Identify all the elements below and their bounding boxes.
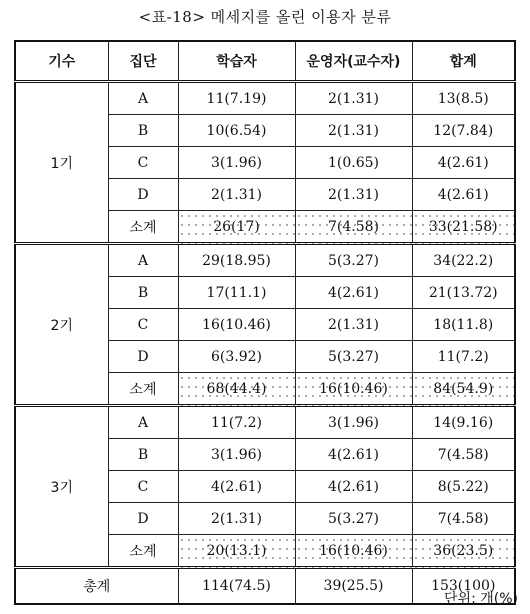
sum-cell: 11(7.2) (412, 341, 515, 373)
subtotal-learner: 68(44.4) (178, 373, 295, 406)
subtotal-operator: 16(10.46) (295, 535, 412, 568)
group-cell: D (108, 341, 178, 373)
operator-cell: 2(1.31) (295, 309, 412, 341)
sum-cell: 8(5.22) (412, 471, 515, 503)
sum-cell: 12(7.84) (412, 115, 515, 147)
table-caption: <표-18> 메세지를 올린 이용자 분류 (138, 8, 392, 26)
learner-cell: 4(2.61) (178, 471, 295, 503)
group-cell: A (108, 82, 178, 115)
operator-cell: 5(3.27) (295, 244, 412, 277)
operator-cell: 4(2.61) (295, 471, 412, 503)
sum-cell: 13(8.5) (412, 82, 515, 115)
subtotal-label: 소계 (108, 211, 178, 244)
learner-cell: 11(7.2) (178, 406, 295, 439)
learner-cell: 10(6.54) (178, 115, 295, 147)
generation-label: 2기 (15, 244, 108, 406)
sum-cell: 4(2.61) (412, 179, 515, 211)
group-cell: A (108, 244, 178, 277)
operator-cell: 4(2.61) (295, 277, 412, 309)
header-generation: 기수 (15, 41, 108, 82)
generation-label: 1기 (15, 82, 108, 244)
sum-cell: 21(13.72) (412, 277, 515, 309)
group-cell: A (108, 406, 178, 439)
operator-cell: 3(1.96) (295, 406, 412, 439)
subtotal-learner: 20(13.1) (178, 535, 295, 568)
header-sum: 합계 (412, 41, 515, 82)
total-operator: 39(25.5) (295, 568, 412, 605)
total-label: 총계 (15, 568, 178, 605)
learner-cell: 11(7.19) (178, 82, 295, 115)
operator-cell: 4(2.61) (295, 439, 412, 471)
subtotal-sum: 84(54.9) (412, 373, 515, 406)
sum-cell: 14(9.16) (412, 406, 515, 439)
learner-cell: 2(1.31) (178, 179, 295, 211)
group-cell: D (108, 503, 178, 535)
group-cell: C (108, 147, 178, 179)
subtotal-sum: 36(23.5) (412, 535, 515, 568)
total-row (15, 568, 515, 605)
header-group: 집단 (108, 41, 178, 82)
subtotal-operator: 7(4.58) (295, 211, 412, 244)
operator-cell: 1(0.65) (295, 147, 412, 179)
user-classification-table (14, 40, 516, 605)
operator-cell: 2(1.31) (295, 82, 412, 115)
learner-cell: 3(1.96) (178, 147, 295, 179)
subtotal-label: 소계 (108, 373, 178, 406)
operator-cell: 2(1.31) (295, 115, 412, 147)
subtotal-operator: 16(10.46) (295, 373, 412, 406)
operator-cell: 2(1.31) (295, 179, 412, 211)
group-cell: C (108, 471, 178, 503)
table-row (15, 82, 515, 115)
group-cell: B (108, 115, 178, 147)
header-learner: 학습자 (178, 41, 295, 82)
operator-cell: 5(3.27) (295, 341, 412, 373)
subtotal-sum: 33(21.58) (412, 211, 515, 244)
subtotal-learner: 26(17) (178, 211, 295, 244)
group-cell: D (108, 179, 178, 211)
sum-cell: 7(4.58) (412, 503, 515, 535)
unit-note: 단위: 개(%) (444, 591, 518, 607)
learner-cell: 3(1.96) (178, 439, 295, 471)
sum-cell: 18(11.8) (412, 309, 515, 341)
learner-cell: 16(10.46) (178, 309, 295, 341)
learner-cell: 29(18.95) (178, 244, 295, 277)
learner-cell: 17(11.1) (178, 277, 295, 309)
sum-cell: 4(2.61) (412, 147, 515, 179)
subtotal-label: 소계 (108, 535, 178, 568)
group-cell: C (108, 309, 178, 341)
total-learner: 114(74.5) (178, 568, 295, 605)
sum-cell: 7(4.58) (412, 439, 515, 471)
header-operator: 운영자(교수자) (295, 41, 412, 82)
sum-cell: 34(22.2) (412, 244, 515, 277)
group-cell: B (108, 439, 178, 471)
total-sum: 153(100) (412, 568, 515, 605)
table-row (15, 406, 515, 439)
table-row (15, 244, 515, 277)
generation-label: 3기 (15, 406, 108, 568)
operator-cell: 5(3.27) (295, 503, 412, 535)
learner-cell: 6(3.92) (178, 341, 295, 373)
group-cell: B (108, 277, 178, 309)
table-header-row (15, 41, 515, 82)
learner-cell: 2(1.31) (178, 503, 295, 535)
